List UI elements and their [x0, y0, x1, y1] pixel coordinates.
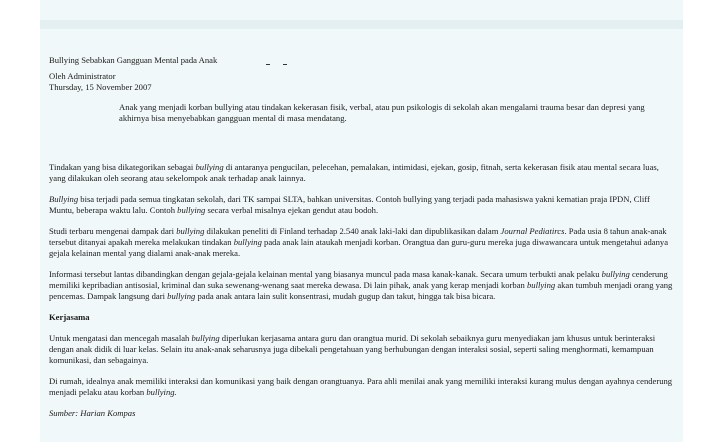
text: pada anak lain ataukah menjadi korban. Orangtua dan guru-guru mereka juga diwawancara untuk mengetahui adanya gejala kelainan mental yang dialami anak-anak mereka.: [49, 237, 669, 258]
article-meta: [49, 71, 675, 93]
text: pada anak antara lain sulit konsentrasi, mudah gugup dan takut, hingga tak bisa bicara.: [195, 291, 496, 301]
text: Informasi tersebut lantas dibandingkan dengan gejala-gejala kelainan mental yang biasanya muncul pada masa kanak-kanak. Secara umum terbukti anak pelaku: [49, 269, 602, 279]
text: bisa terjadi pada semua tingkatan sekolah, dari TK sampai SLTA, bahkan universitas. Contoh bullying yang terjadi pada mahasiswa yakni kematian praja IPDN, Cliff Muntu, beberapa waktu lalu. Contoh: [49, 194, 650, 215]
article-content: [49, 55, 675, 419]
article-source: Sumber: Harian Kompas: [49, 408, 136, 418]
text: cenderung memiliki kepribadian antisosial, kriminal dan suka sewenang-wenang saat mereka dewasa. Di lain pihak, anak yang kerap menjadi korban: [49, 269, 668, 290]
text-italic: Bullying: [49, 194, 79, 204]
title-row: [49, 55, 675, 67]
article-intro: Anak yang menjadi korban bullying atau tindakan kekerasan fisik, verbal, atau pun psikologis di sekolah akan mengalami trauma besar dan depresi yang akhirnya bisa menyebabkan gangguan mental di masa mendatang.: [119, 102, 645, 123]
text-italic: Journal Pediatircs: [500, 226, 565, 236]
paragraph-6: [49, 376, 675, 398]
text: secara verbal misalnya ejekan gendut atau bodoh.: [205, 205, 379, 215]
text-italic: bullying: [233, 237, 262, 247]
paragraph-1: [49, 162, 675, 184]
text: Tindakan yang bisa dikategorikan sebagai: [49, 162, 196, 172]
print-icon[interactable]: [283, 64, 287, 65]
article-date: Thursday, 15 November 2007: [49, 82, 152, 92]
text: Studi terbaru mengenai dampak dari: [49, 226, 177, 236]
article-author: Oleh Administrator: [49, 71, 116, 81]
text-italic: bullying: [167, 291, 196, 301]
article-title: Bullying Sebabkan Gangguan Mental pada Anak: [49, 55, 218, 65]
text-italic: bullying: [176, 226, 205, 236]
text: dilakukan peneliti di Finland terhadap 2.540 anak laki-laki dan dipublikasikan dalam: [204, 226, 501, 236]
text: Untuk mengatasi dan mencegah masalah: [49, 333, 192, 343]
text-italic: bullying.: [146, 387, 177, 397]
pdf-icon[interactable]: [266, 64, 270, 65]
paragraph-4: [49, 269, 675, 302]
text: diperlukan kerjasama antara guru dan orangtua murid. Di sekolah sebaiknya guru menyediakan jam khusus untuk berinteraksi dengan anak didik di luar kelas. Selain itu anak-anak seharusnya juga dibekali pengetahuan yang berhubungan dengan interaksi sosial, seperti saling menghormati, kemampuan komunikasi, dan sebagainya.: [49, 333, 656, 365]
text: akan tumbuh menjadi orang yang pencemas. Dampak langsung dari: [49, 280, 673, 301]
article-page: [40, 0, 683, 442]
paragraph-2: [49, 194, 675, 216]
text-italic: bullying: [195, 162, 224, 172]
text-italic: bullying: [191, 333, 220, 343]
paragraph-5: [49, 333, 675, 366]
text: Di rumah, idealnya anak memiliki interaksi dan komunikasi yang baik dengan orangtuanya. Para ahli menilai anak yang memiliki interaksi kurang mulus dengan ayahnya cenderung menjadi pelaku atau korban: [49, 376, 673, 397]
text-italic: bullying: [527, 280, 556, 290]
header-bar: [40, 20, 683, 29]
text: di antaranya pengucilan, pelecehan, pemalakan, intimidasi, ejekan, gosip, fitnah, serta kekerasan fisik atau mental secara luas, yang dilakukan oleh seorang atau sekelompok anak terhadap anak lainnya.: [49, 162, 659, 183]
title-icons: [266, 58, 300, 69]
text-italic: bullying: [601, 269, 630, 279]
paragraph-3: [49, 226, 675, 259]
section-heading: Kerjasama: [49, 312, 90, 322]
text-italic: bullying: [177, 205, 206, 215]
text: . Pada usia 8 tahun anak-anak tersebut ditanyai apakah mereka melakukan tindakan: [49, 226, 667, 247]
